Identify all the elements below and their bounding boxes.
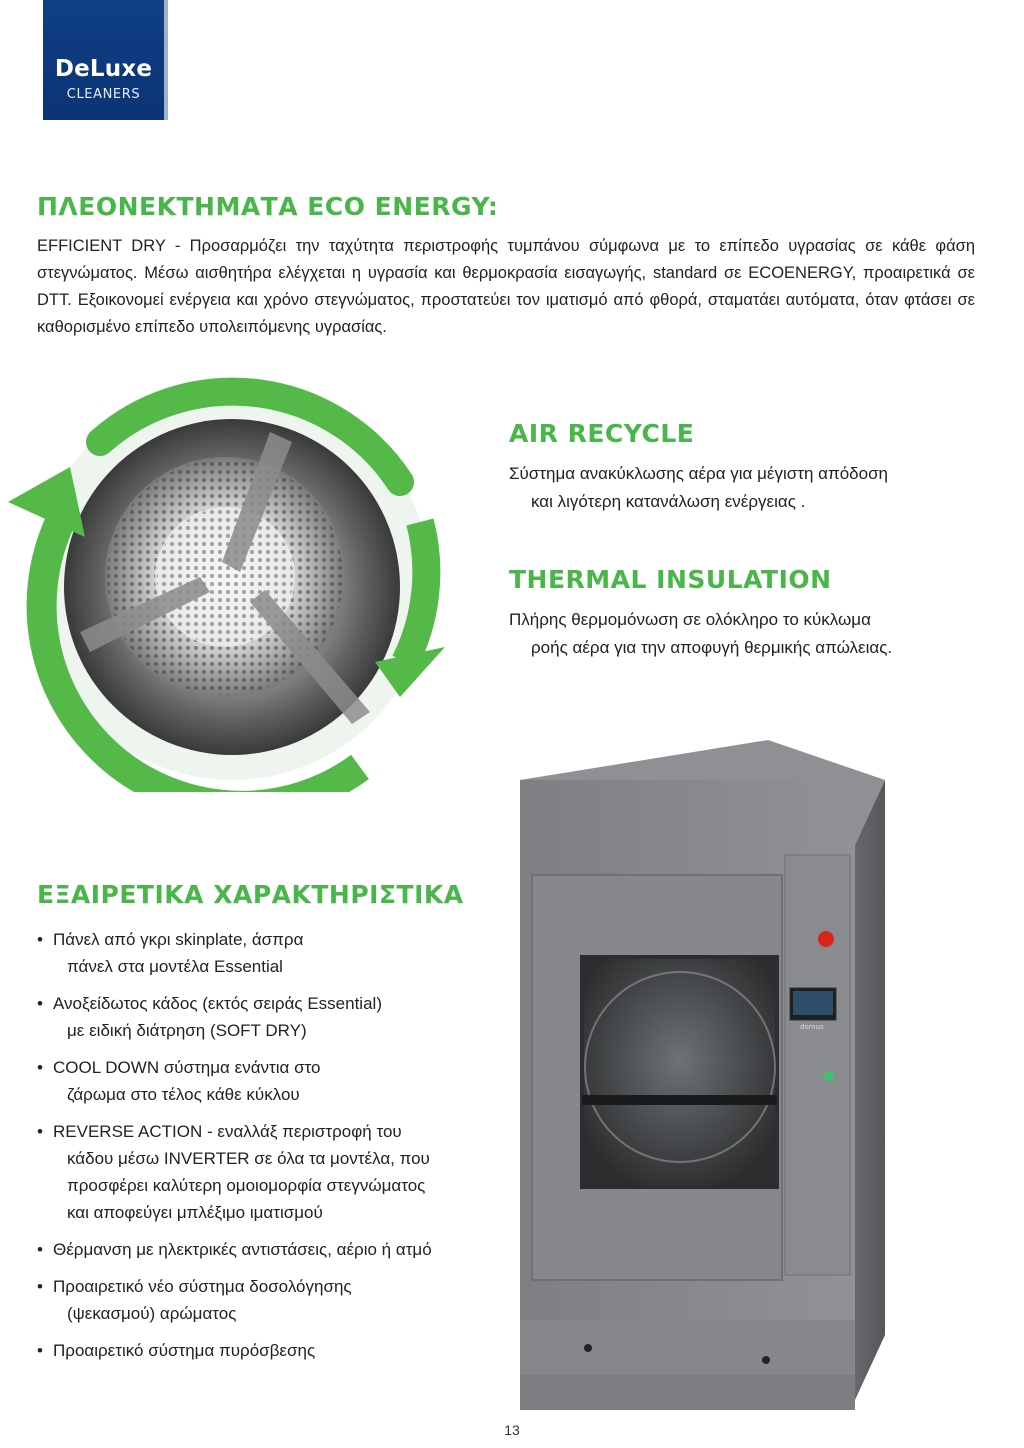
feature-line: Πάνελ από γκρι skinplate, άσπρα xyxy=(53,930,304,949)
feature-line: κάδου μέσω INVERTER σε όλα τα μοντέλα, που xyxy=(67,1149,430,1168)
feature-line: και αποφεύγει μπλέξιμο ιματισμού xyxy=(67,1203,323,1222)
feature-line: Προαιρετικό νέο σύστημα δοσολόγησης xyxy=(53,1277,352,1296)
logo-subtitle: CLEANERS xyxy=(66,87,141,102)
features-list xyxy=(37,926,507,1374)
feature-line: Θέρμανση με ηλεκτρικές αντιστάσεις, αέριο ή ατμό xyxy=(53,1240,432,1259)
air-recycle-line-1: Σύστημα ανακύκλωσης αέρα για μέγιστη απόδοση xyxy=(509,464,889,483)
list-item xyxy=(37,926,507,980)
list-item xyxy=(37,1337,507,1364)
list-item xyxy=(37,1273,507,1327)
list-item xyxy=(37,1236,507,1263)
industrial-dryer-image xyxy=(510,735,910,1440)
feature-line: REVERSE ACTION - εναλλάξ περιστροφή του xyxy=(53,1122,402,1141)
feature-line: COOL DOWN σύστημα ενάντια στο xyxy=(53,1058,321,1077)
thermal-insulation-line-1: Πλήρης θερμομόνωση σε ολόκληρο το κύκλωμα xyxy=(509,610,871,629)
list-item xyxy=(37,1054,507,1108)
air-recycle-body xyxy=(509,460,949,516)
feature-line: Ανοξείδωτος κάδος (εκτός σειράς Essential) xyxy=(53,994,382,1013)
features-title: ΕΞΑΙΡΕΤΙΚΑ ΧΑΡΑΚΤΗΡΙΣΤΙΚΑ xyxy=(37,880,464,909)
dryer-brand-label: domus xyxy=(800,1023,824,1031)
list-item xyxy=(37,1118,507,1226)
eco-energy-body: EFFICIENT DRY - Προσαρμόζει την ταχύτητα περιστροφής τυμπάνου σύμφωνα με το επίπεδο υγρασίας σε κάθε φάση στεγνώματος. Μέσω αισθητήρα ελέγχεται η υγρασία και θερμοκρασία εισαγωγής, standard σε ECOENERGY, προαιρετικά σε DTT. Εξοικονομεί ενέργεια και χρόνο στεγνώματος, προστατεύει τον ιματισμό από φθορά, σταματάει αυτόματα, όταν φτάσει σε καθορισμένο επίπεδο υπολειπόμενης υγρασίας. xyxy=(37,237,975,336)
thermal-insulation-title: THERMAL INSULATION xyxy=(509,565,832,594)
feature-line: (ψεκασμού) αρώματος xyxy=(67,1304,237,1323)
logo-brand: DeLuxe xyxy=(54,56,153,82)
deluxe-cleaners-logo xyxy=(43,0,164,120)
feature-line: Προαιρετικό σύστημα πυρόσβεσης xyxy=(53,1341,316,1360)
page-number: 13 xyxy=(504,1422,520,1438)
eco-energy-title: ΠΛΕΟΝΕΚΤΗΜΑΤΑ ECO ENERGY: xyxy=(37,192,499,221)
air-recycle-line-2: και λιγότερη κατανάλωση ενέργειας . xyxy=(531,492,806,511)
feature-line: προσφέρει καλύτερη ομοιομορφία στεγνώματος xyxy=(67,1176,426,1195)
drum-recycle-image xyxy=(0,372,460,792)
feature-line: ζάρωμα στο τέλος κάθε κύκλου xyxy=(67,1085,300,1104)
thermal-insulation-body xyxy=(509,606,979,662)
thermal-insulation-line-2: ροής αέρα για την αποφυγή θερμικής απώλειας. xyxy=(531,638,893,657)
feature-line: με ειδική διάτρηση (SOFT DRY) xyxy=(67,1021,307,1040)
feature-line: πάνελ στα μοντέλα Essential xyxy=(67,957,283,976)
air-recycle-title: AIR RECYCLE xyxy=(509,419,695,448)
list-item xyxy=(37,990,507,1044)
